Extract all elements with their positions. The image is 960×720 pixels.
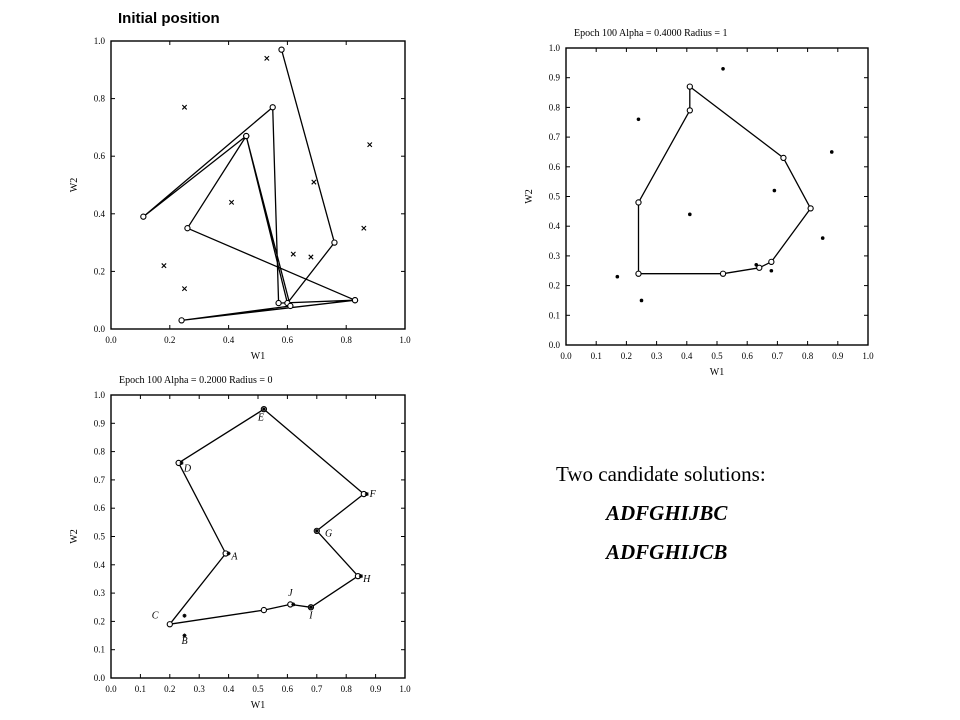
chart-title: Epoch 100 Alpha = 0.4000 Radius = 1 bbox=[574, 28, 728, 39]
y-tick-label: 0.6 bbox=[548, 161, 560, 172]
city-label: I bbox=[309, 610, 313, 622]
y-tick-label: 0.5 bbox=[548, 191, 560, 202]
y-tick-label: 1.0 bbox=[548, 43, 560, 53]
y-tick-label: 0.2 bbox=[93, 616, 105, 627]
y-tick-label: 0.7 bbox=[548, 132, 560, 143]
city-label: H bbox=[363, 573, 371, 585]
y-tick-label: 0.5 bbox=[93, 531, 105, 542]
x-tick-label: 0.4 bbox=[222, 684, 235, 694]
city-label: J bbox=[288, 588, 293, 600]
x-tick-label: 0.1 bbox=[134, 684, 147, 694]
x-tick-label: 0.4 bbox=[681, 351, 693, 361]
y-axis-label: W2 bbox=[69, 177, 80, 193]
y-tick-label: 0.0 bbox=[93, 324, 105, 334]
x-tick-label: 0.8 bbox=[801, 351, 814, 361]
x-tick-label: 0.3 bbox=[193, 684, 205, 694]
y-tick-label: 0.2 bbox=[548, 280, 560, 291]
y-tick-label: 0.4 bbox=[93, 208, 105, 219]
x-tick-label: 0.0 bbox=[105, 684, 117, 694]
route-node bbox=[261, 607, 266, 612]
candidate-solutions bbox=[556, 462, 856, 565]
city-point bbox=[227, 551, 231, 555]
y-tick-label: 0.7 bbox=[93, 474, 105, 485]
x-tick-label: 0.7 bbox=[311, 684, 323, 694]
x-tick-label: 0.7 bbox=[771, 351, 784, 361]
x-tick-label: 0.4 bbox=[222, 335, 235, 345]
chart-title: Epoch 100 Alpha = 0.2000 Radius = 0 bbox=[119, 375, 273, 386]
candidate-solutions-heading: Two candidate solutions: bbox=[556, 462, 766, 486]
y-axis-label: W2 bbox=[524, 189, 535, 204]
y-tick-label: 1.0 bbox=[93, 390, 105, 400]
x-tick-label: 0.8 bbox=[340, 335, 352, 345]
city-label: D bbox=[183, 463, 192, 475]
city-label: B bbox=[181, 636, 188, 648]
x-tick-label: 0.6 bbox=[281, 335, 294, 345]
y-tick-label: 0.3 bbox=[93, 588, 105, 599]
x-axis-label: W1 bbox=[250, 351, 266, 362]
x-tick-label: 0.5 bbox=[252, 684, 264, 694]
y-tick-label: 0.4 bbox=[548, 221, 560, 232]
city-point bbox=[291, 602, 295, 606]
city-point bbox=[183, 614, 187, 618]
y-tick-label: 0.8 bbox=[93, 446, 105, 457]
city-point bbox=[309, 605, 313, 609]
city-label: C bbox=[151, 610, 159, 622]
y-tick-label: 0.0 bbox=[548, 340, 560, 350]
plot-frame bbox=[111, 395, 405, 678]
x-tick-label: 0.2 bbox=[620, 351, 633, 361]
y-tick-label: 0.2 bbox=[93, 266, 105, 277]
y-tick-label: 0.1 bbox=[548, 310, 560, 321]
route-line bbox=[170, 409, 364, 624]
x-tick-label: 0.0 bbox=[560, 351, 572, 361]
x-tick-label: 0.2 bbox=[164, 335, 176, 345]
city-point bbox=[365, 492, 369, 496]
y-tick-label: 1.0 bbox=[93, 36, 105, 46]
city-label: E bbox=[257, 412, 264, 424]
x-tick-label: 0.9 bbox=[832, 351, 844, 361]
initial-position-title: Initial position bbox=[118, 10, 220, 27]
y-tick-label: 0.9 bbox=[93, 418, 105, 429]
city-label: F bbox=[369, 489, 376, 501]
y-axis-label: W2 bbox=[69, 529, 80, 544]
y-tick-label: 0.8 bbox=[548, 102, 560, 113]
y-tick-label: 0.9 bbox=[548, 72, 560, 83]
x-axis-label: W1 bbox=[250, 700, 266, 711]
candidate-solution-2: ADFGHIJCB bbox=[606, 540, 728, 564]
x-tick-label: 0.1 bbox=[590, 351, 602, 361]
y-tick-label: 0.1 bbox=[93, 644, 105, 655]
y-tick-label: 0.4 bbox=[93, 559, 105, 570]
city-label: A bbox=[231, 551, 238, 563]
y-tick-label: 0.0 bbox=[93, 673, 105, 683]
x-tick-label: 0.3 bbox=[650, 351, 663, 361]
city-point bbox=[262, 407, 266, 411]
y-tick-label: 0.6 bbox=[93, 503, 105, 514]
y-tick-label: 0.6 bbox=[93, 151, 105, 162]
candidate-solution-1: ADFGHIJBC bbox=[606, 501, 728, 525]
y-tick-label: 0.8 bbox=[93, 93, 105, 104]
x-tick-label: 0.6 bbox=[281, 684, 294, 694]
x-axis-label: W1 bbox=[709, 367, 725, 378]
x-tick-label: 0.5 bbox=[711, 351, 723, 361]
x-tick-label: 0.2 bbox=[164, 684, 176, 694]
x-tick-label: 0.0 bbox=[105, 335, 117, 345]
city-point bbox=[315, 529, 319, 533]
y-tick-label: 0.3 bbox=[548, 250, 560, 261]
x-tick-label: 1.0 bbox=[862, 351, 874, 361]
x-tick-label: 0.9 bbox=[369, 684, 382, 694]
city-label: G bbox=[324, 528, 333, 540]
x-tick-label: 0.6 bbox=[741, 351, 753, 361]
x-tick-label: 1.0 bbox=[399, 684, 411, 694]
x-tick-label: 0.8 bbox=[340, 684, 352, 694]
route-node bbox=[167, 622, 172, 627]
x-tick-label: 1.0 bbox=[399, 335, 411, 345]
